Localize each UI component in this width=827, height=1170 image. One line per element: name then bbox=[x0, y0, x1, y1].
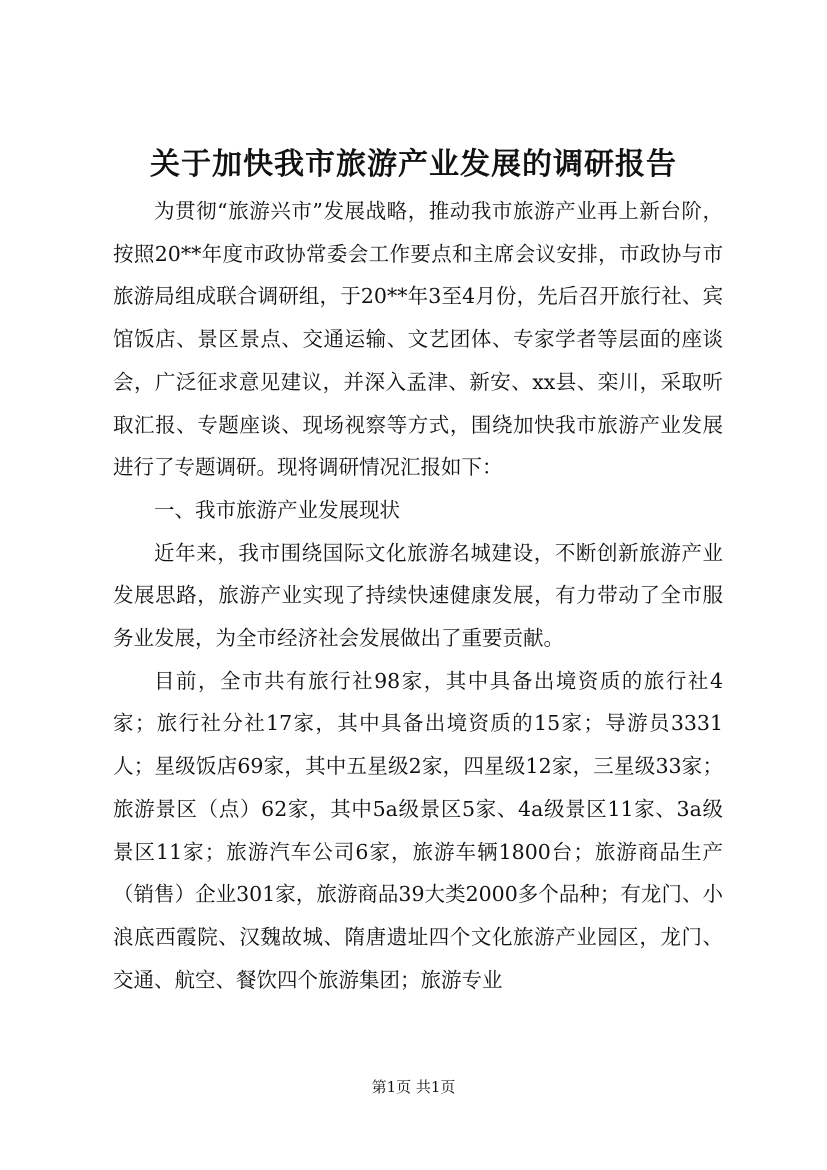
intro-paragraph: 为贯彻“旅游兴市”发展战略，推动我市旅游产业再上新台阶，按照20**年度市政协常委会工作要点和主席会议安排，市政协与市旅游局组成联合调研组，于20**年3至4月份，先后召开旅行社、宾馆饭店、景区景点、交通运输、文艺团体、专家学者等层面的座谈会，广泛征求意见建议，并深入孟津、新安、xx县、栾川，采取听取汇报、专题座谈、现场视察等方式，围绕加快我市旅游产业发展进行了专题调研。现将调研情况汇报如下： bbox=[113, 199, 723, 480]
overview-paragraph: 近年来，我市围绕国际文化旅游名城建设，不断创新旅游产业发展思路，旅游产业实现了持续快速健康发展，有力带动了全市服务业发展，为全市经济社会发展做出了重要贡献。 bbox=[113, 540, 723, 651]
statistics-paragraph: 目前，全市共有旅行社98家，其中具备出境资质的旅行社4家；旅行社分社17家，其中具备出境资质的15家；导游员3331人；星级饭店69家，其中五星级2家，四星级12家，三星级33家；旅游景区（点）62家，其中5a级景区5家、4a级景区11家、3a级景区11家；旅游汽车公司6家，旅游车辆1800台；旅游商品生产（销售）企业301家，旅游商品39大类2000多个品种；有龙门、小浪底西霞院、汉魏故城、隋唐遗址四个文化旅游产业园区，龙门、交通、航空、餐饮四个旅游集团；旅游专业 bbox=[113, 668, 723, 992]
page-footer: 第1页 共1页 bbox=[371, 1078, 456, 1096]
document-body bbox=[113, 190, 723, 1001]
section-heading: 一、我市旅游产业发展现状 bbox=[154, 497, 400, 522]
document-title: 关于加快我市旅游产业发展的调研报告 bbox=[150, 147, 677, 182]
